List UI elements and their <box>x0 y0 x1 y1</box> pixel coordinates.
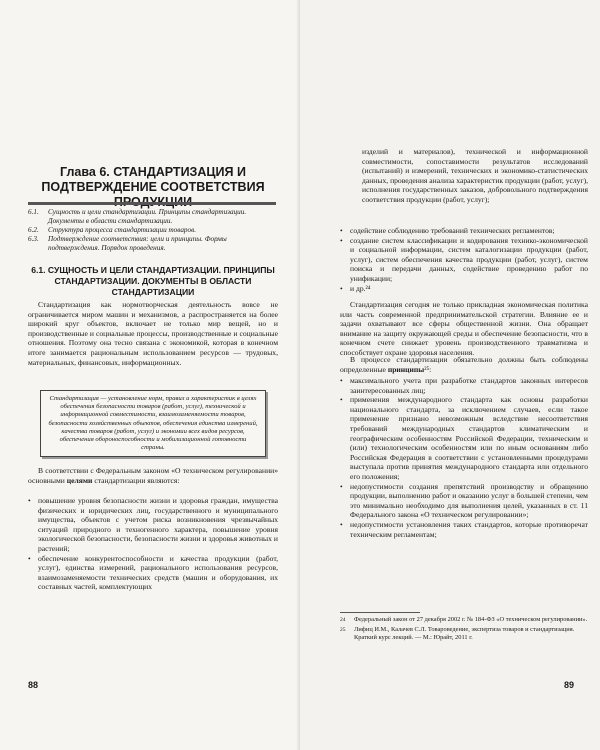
emphasis-term: принципы <box>387 364 425 374</box>
paragraph: Стандартизация сегодня не только прикладная экономическая политика или часть современной предпринимательской стратегии. Влияние ее и задачи охватывают все сферы общественной жизни. Она обращает внимание на защиту окружающей среды и обеспечение безопасности, что в конечном счете снижает уровень производственного травматизма и способствует охране здоровья населения. <box>340 300 588 357</box>
footnote-divider <box>340 612 420 613</box>
goals-list <box>28 496 278 592</box>
footnote-ref: ²⁵: <box>424 364 432 374</box>
list-item: • недопустимости установления таких стандартов, которые противоречат техническим регламентам; <box>340 520 588 539</box>
list-item: • применения международного стандарта как основы разработки национального стандарта, за исключением случаев, если такое применение признано невозможным вследствие несоответствия требований международных стандартов климатическим и географическим особенностям Российской Федерации, техническим и (или) технологическим особенностям или по иным основаниям либо Российская Федерация в соответствии с установленными процедурами выступала против принятия международного стандарта или отдельного его положения; <box>340 395 588 481</box>
footnote-text: Федеральный закон от 27 декабря 2002 г. № 184-ФЗ «О техническом регулировании». <box>354 616 588 623</box>
chapter-title: Глава 6. СТАНДАРТИЗАЦИЯ И ПОДТВЕРЖДЕНИЕ СООТВЕТСТВИЯ <box>41 165 265 194</box>
definition-box: Стандартизация — установление норм, правил и характеристик в целях обеспечения безопасности товаров (работ, услуг), технической и информационной совместимости, взаимозаменяемости товаров, безопасности хозяйственных объектов, обеспечения единства измерений, качества товаров (работ, услуг) и экономии всех видов ресурсов, обеспечения обороноспособности и мобилизационной готовности страны. <box>40 390 266 457</box>
chapter-contents <box>28 208 278 253</box>
paragraph-text: В соответствии с Федеральным законом «О техническом регулировании» основными <box>28 466 278 485</box>
emphasis-term: целями <box>66 475 93 485</box>
goals-list-continued <box>340 226 588 293</box>
list-item: • обеспечение конкурентоспособности и качества продукции (работ, услуг), единства измерений, рационального использования ресурсов, взаимозаменяемости технических средств (машин и оборудования, их составных частей, комплектующих <box>28 554 278 592</box>
toc-text: Структура процесса стандартизации товаров. <box>48 226 197 234</box>
paragraph <box>28 466 278 485</box>
page-number: 89 <box>563 680 574 690</box>
footnote <box>340 626 588 642</box>
paragraph-text: В процессе стандартизации обязательно должны быть соблюдены определенные <box>340 355 588 374</box>
footnote-number: 25 <box>340 627 346 633</box>
page-number: 88 <box>28 680 39 690</box>
toc-item <box>28 226 278 235</box>
section-title: 6.1. СУЩНОСТЬ И ЦЕЛИ СТАНДАРТИЗАЦИИ. ПРИНЦИПЫ СТАНДАРТИЗАЦИИ. ДОКУМЕНТЫ В ОБЛАСТИ СТАНДАРТИЗАЦИИ <box>31 265 275 297</box>
list-item: • недопустимости создания препятствий производству и обращению продукции, выполнению работ и оказанию услуг в большей степени, чем это минимально необходимо для выполнения целей, указанных в ст. 11 Федерального закона «О техническом регулировании»; <box>340 482 588 520</box>
toc-item <box>28 208 278 226</box>
toc-number: 6.2. <box>28 226 39 234</box>
chapter-divider <box>28 202 276 205</box>
toc-number: 6.1. <box>28 208 39 216</box>
paragraph <box>340 355 588 374</box>
paragraph-text: стандартизации являются: <box>92 475 180 485</box>
footnote-number: 24 <box>340 617 346 623</box>
list-item: • создание систем классификации и кодирования технико-экономической и социальной информации, систем каталогизации продукции (работ, услуг), систем обеспечения качества продукции (работ, услуг), систем поиска и передачи данных, содействие проведению работ по унификации; <box>340 236 588 284</box>
toc-item <box>28 235 278 253</box>
footnote <box>340 616 588 624</box>
list-item: • и др.²⁴ <box>340 284 588 294</box>
principles-list <box>340 376 588 539</box>
right-page <box>300 0 600 750</box>
paragraph-continuation: изделий и материалов), технической и информационной совместимости, сопоставимости результатов исследований (испытаний) и измерений, технических и экономико-статистических данных, проведения анализа характеристик продукции (работ, услуг), исполнения государственных заказов, добровольного подтверждения соответствия продукции (работ, услуг); <box>362 147 588 204</box>
paragraph: Стандартизация как нормотворческая деятельность вовсе не ограничивается миром машин и механизмов, а распространяется на более широкий круг объектов, включает не только мир вещей, но и производственные и социальные процессы, производственные и социальные отношения. Поэтому она тесно связана с экономикой, которая в конечном итоге занимается рациональным использованием ресурсов — трудовых, материальных, финансовых, информационных. <box>28 300 278 367</box>
toc-text: Сущность и цели стандартизации. Принципы стандартизации. Документы в области стандартизации. <box>48 208 247 225</box>
footnotes <box>340 616 588 644</box>
footnote-text: Лифиц И.М., Калачев С.Л. Товароведение, экспертиза товаров и стандартизация. Краткий курс лекций. — М.: Юрайт, 2011 г. <box>354 626 575 641</box>
toc-text: Подтверждение соответствия: цели и принципы. Формы подтверждения. Порядок проведения. <box>48 235 227 252</box>
list-item: • содействие соблюдению требований технических регламентов; <box>340 226 588 236</box>
list-item: • максимального учета при разработке стандартов законных интересов заинтересованных лиц; <box>340 376 588 395</box>
list-item: • повышение уровня безопасности жизни и здоровья граждан, имущества физических и юридических лиц, государственного и муниципального имущества, объектов с учетом риска возникновения чрезвычайных ситуаций природного и техногенного характера, повышение уровня экологической безопасности, безопасности жизни и здоровья животных и растений; <box>28 496 278 554</box>
toc-number: 6.3. <box>28 235 39 243</box>
